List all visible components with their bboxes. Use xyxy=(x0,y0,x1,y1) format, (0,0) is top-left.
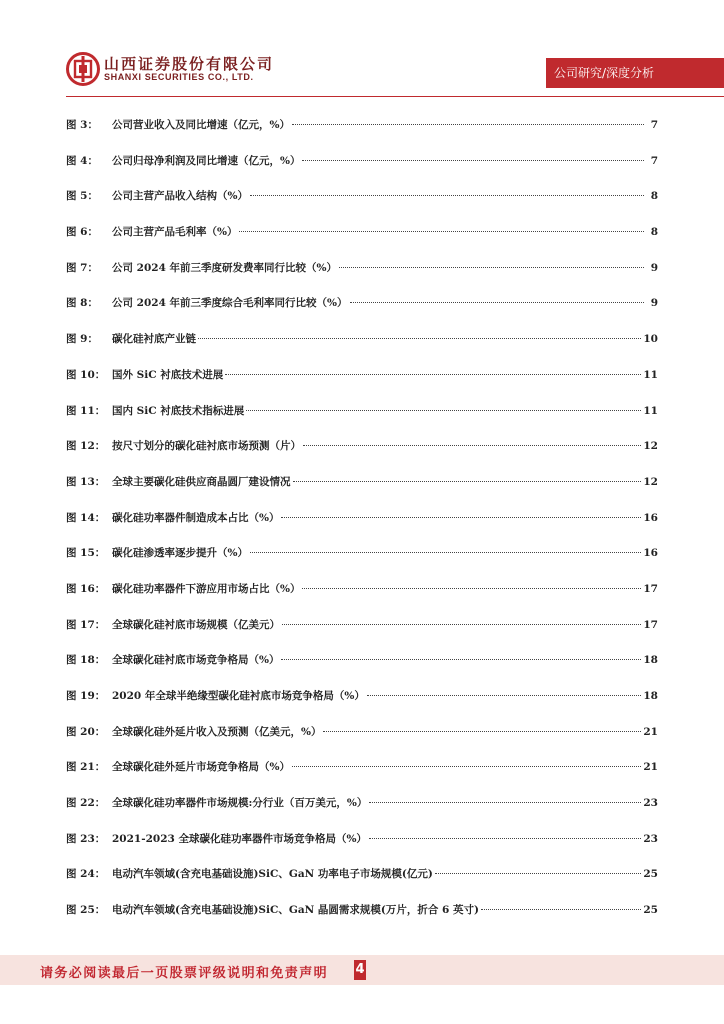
figure-title: 公司营业收入及同比增速（亿元，%） xyxy=(112,119,290,131)
figure-number: 图 9： xyxy=(66,333,98,346)
dot-leader xyxy=(302,588,641,589)
figure-page-number: 21 xyxy=(643,761,658,774)
page-number: 4 xyxy=(354,960,366,980)
figure-page-number: 16 xyxy=(643,547,658,560)
toc-entry[interactable] xyxy=(66,153,658,189)
figure-title: 公司归母净利润及同比增速（亿元，%） xyxy=(112,154,301,167)
figure-title: 碳化硅渗透率逐步提升（%） xyxy=(112,547,248,560)
toc-entry[interactable] xyxy=(66,759,658,795)
toc-entry[interactable] xyxy=(66,438,658,474)
figure-number: 图 17： xyxy=(66,618,106,631)
dot-leader xyxy=(246,410,641,411)
figure-number: 图 15： xyxy=(66,547,106,560)
figure-page-number: 12 xyxy=(643,440,658,453)
dot-leader xyxy=(292,124,644,125)
dot-leader xyxy=(250,195,644,196)
page-header xyxy=(0,0,724,100)
toc-entry[interactable] xyxy=(66,188,658,224)
figure-number: 图 8： xyxy=(66,297,98,310)
toc-entry[interactable] xyxy=(66,331,658,367)
figure-page-number: 18 xyxy=(643,690,658,702)
company-logo-icon xyxy=(66,52,100,86)
figure-number: 图 7： xyxy=(66,261,98,274)
figure-title: 国内 SiC 衬底技术指标进展 xyxy=(112,404,245,417)
figure-title: 碳化硅功率器件制造成本占比（%） xyxy=(112,511,280,524)
figure-title: 全球碳化硅衬底市场竞争格局（%） xyxy=(112,654,280,667)
company-name-cn: 山西证券股份有限公司 xyxy=(104,55,275,73)
dot-leader xyxy=(369,802,641,803)
figure-page-number: 11 xyxy=(643,404,658,417)
figure-number: 图 14： xyxy=(66,511,106,524)
figure-number: 图 12： xyxy=(66,440,106,453)
disclaimer-text: 请务必阅读最后一页股票评级说明和免责声明 xyxy=(40,966,329,981)
figure-number: 图 3： xyxy=(66,119,98,131)
dot-leader xyxy=(339,267,644,268)
figure-page-number: 25 xyxy=(643,868,658,881)
header-divider xyxy=(66,96,724,97)
figure-number: 图 19： xyxy=(66,690,106,702)
dot-leader xyxy=(225,374,641,375)
toc-entry[interactable] xyxy=(66,831,658,867)
dot-leader xyxy=(281,517,641,518)
figure-number: 图 20： xyxy=(66,725,106,738)
toc-entry[interactable] xyxy=(66,295,658,331)
figure-number: 图 6： xyxy=(66,226,98,239)
figure-number: 图 10： xyxy=(66,368,106,381)
toc-entry[interactable] xyxy=(66,545,658,581)
figure-title: 碳化硅衬底产业链 xyxy=(112,333,196,346)
figure-page-number: 17 xyxy=(643,618,658,631)
figure-page-number: 7 xyxy=(650,119,658,131)
toc-entry[interactable] xyxy=(66,617,658,653)
figure-title: 电动汽车领域(含充电基础设施)SiC、GaN 功率电子市场规模(亿元) xyxy=(112,868,433,881)
dot-leader xyxy=(435,873,642,874)
toc-entry[interactable] xyxy=(66,117,658,153)
figure-page-number: 17 xyxy=(643,582,658,595)
dot-leader xyxy=(198,338,641,339)
toc-entry[interactable] xyxy=(66,795,658,831)
figure-title: 按尺寸划分的碳化硅衬底市场预测（片） xyxy=(112,440,301,453)
figure-number: 图 11： xyxy=(66,404,106,417)
figure-number: 图 13： xyxy=(66,475,106,488)
dot-leader xyxy=(239,231,644,232)
section-label: 公司研究/深度分析 xyxy=(554,66,655,80)
figure-page-number: 8 xyxy=(650,190,658,203)
figure-page-number: 25 xyxy=(643,904,658,917)
dot-leader xyxy=(292,766,641,767)
toc-entry[interactable] xyxy=(66,474,658,510)
toc-entry[interactable] xyxy=(66,367,658,403)
figure-number: 图 25： xyxy=(66,904,106,917)
figure-title: 全球碳化硅功率器件市场规模:分行业（百万美元，%） xyxy=(112,797,368,810)
figure-number: 图 5： xyxy=(66,190,98,203)
dot-leader xyxy=(303,445,641,446)
figure-title: 公司主营产品毛利率（%） xyxy=(112,226,238,239)
figure-page-number: 8 xyxy=(650,226,658,239)
figure-index-list xyxy=(66,117,658,938)
page-footer xyxy=(0,955,724,985)
dot-leader xyxy=(282,624,641,625)
toc-entry[interactable] xyxy=(66,260,658,296)
dot-leader xyxy=(369,838,641,839)
company-name-en: SHANXI SECURITIES CO., LTD. xyxy=(104,72,254,82)
figure-title: 电动汽车领域(含充电基础设施)SiC、GaN 晶圆需求规模(万片，折合 6 英寸) xyxy=(112,904,479,917)
toc-entry[interactable] xyxy=(66,224,658,260)
dot-leader xyxy=(293,481,642,482)
figure-title: 公司主营产品收入结构（%） xyxy=(112,190,248,203)
figure-page-number: 9 xyxy=(650,261,658,274)
dot-leader xyxy=(250,552,641,553)
figure-page-number: 16 xyxy=(643,511,658,524)
figure-title: 全球碳化硅外延片收入及预测（亿美元，%） xyxy=(112,725,322,738)
figure-page-number: 10 xyxy=(643,333,658,346)
dot-leader xyxy=(323,731,641,732)
figure-title: 全球碳化硅外延片市场竞争格局（%） xyxy=(112,761,290,774)
toc-entry[interactable] xyxy=(66,652,658,688)
dot-leader xyxy=(350,302,644,303)
figure-title: 2020 年全球半绝缘型碳化硅衬底市场竞争格局（%） xyxy=(112,690,365,702)
toc-entry[interactable] xyxy=(66,902,658,938)
figure-title: 碳化硅功率器件下游应用市场占比（%） xyxy=(112,582,301,595)
figure-page-number: 9 xyxy=(650,297,658,310)
figure-title: 公司 2024 年前三季度研发费率同行比较（%） xyxy=(112,261,338,274)
figure-number: 图 16： xyxy=(66,582,106,595)
figure-page-number: 7 xyxy=(650,154,658,167)
toc-entry[interactable] xyxy=(66,866,658,902)
figure-title: 公司 2024 年前三季度综合毛利率同行比较（%） xyxy=(112,297,348,310)
dot-leader xyxy=(367,695,642,696)
figure-number: 图 23： xyxy=(66,832,106,845)
figure-page-number: 11 xyxy=(643,368,658,381)
section-banner xyxy=(546,58,724,88)
figure-title: 国外 SiC 衬底技术进展 xyxy=(112,368,224,381)
toc-entry[interactable] xyxy=(66,403,658,439)
figure-title: 全球主要碳化硅供应商晶圆厂建设情况 xyxy=(112,475,291,488)
figure-number: 图 21： xyxy=(66,761,106,774)
toc-entry[interactable] xyxy=(66,688,658,724)
figure-number: 图 18： xyxy=(66,654,106,667)
figure-page-number: 12 xyxy=(643,475,658,488)
dot-leader xyxy=(281,659,641,660)
figure-page-number: 23 xyxy=(643,832,658,845)
figure-page-number: 23 xyxy=(643,797,658,810)
figure-title: 全球碳化硅衬底市场规模（亿美元） xyxy=(112,618,280,631)
toc-entry[interactable] xyxy=(66,510,658,546)
toc-entry[interactable] xyxy=(66,581,658,617)
figure-page-number: 21 xyxy=(643,725,658,738)
dot-leader xyxy=(302,160,644,161)
figure-number: 图 22： xyxy=(66,797,106,810)
figure-number: 图 4： xyxy=(66,154,98,167)
dot-leader xyxy=(481,909,641,910)
toc-entry[interactable] xyxy=(66,724,658,760)
figure-page-number: 18 xyxy=(643,654,658,667)
figure-number: 图 24： xyxy=(66,868,106,881)
figure-title: 2021-2023 全球碳化硅功率器件市场竞争格局（%） xyxy=(112,832,367,845)
